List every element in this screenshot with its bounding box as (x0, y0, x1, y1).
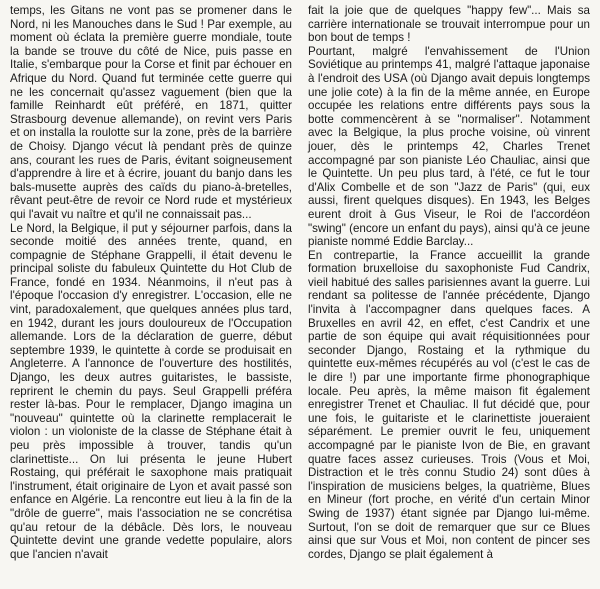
paragraph: Pourtant, malgré l'envahissement de l'Union Soviétique au printemps 41, malgré l'attaque japonaise à l'endroit des USA (où Django avait depuis longtemps une jolie cote) à la fin de la même année, en Europe occupée les relations entre différents pays sous la botte commencèrent à se "normaliser". Notamment avec la Belgique, la plus proche voisine, où vinrent jouer, dès le printemps 42, Charles Trenet accompagné par son pianiste Léo Chauliac, ainsi que le Quintette. Un peu plus tard, à l'été, ce fut le tour d'Alix Combelle et de son "Jazz de Paris" (qui, eux aussi, firent quelques disques). En 1943, les Belges eurent droit à Gus Viseur, le Roi de l'accordéon "swing" (encore un enfant du pays), ainsi qu'à ce jeune pianiste nommé Eddie Barclay... (308, 44, 590, 249)
paragraph: temps, les Gitans ne vont pas se promener dans le Nord, ni les Manouches dans le Sud ! Par exemple, au moment où éclata la première guerre mondiale, toute la bande se trouve du côté de Nice, puis passe en Italie, s'embarque pour la Corse et finit par échouer en Afrique du Nord. Quand fut terminée cette guerre qui ne les concernait qu'assez vaguement (bien que la famille Reinhardt eût préféré, en 1871, quitter Strasbourg devenue allemande), on revint vers Paris et on installa la roulotte sur la zone, près de la barrière de Choisy. Django vécut là pendant près de quinze ans, courant les rues de Paris, évitant soigneusement d'apprendre à lire et à écrire, jouant du banjo dans les bals-musette auprès des caïds du piano-à-bretelles, rêvant peut-être de revoir ce Nord rude et mystérieux qui l'avait vu naître et qu'il ne connaissait pas... (10, 4, 292, 221)
left-text-column (10, 4, 292, 561)
paragraph: Le Nord, la Belgique, il put y séjourner parfois, dans la seconde moitié des années trente, quand, en compagnie de Stéphane Grappelli, il était devenu le principal soliste du fabuleux Quintette du Hot Club de France, fondé en 1934. Néanmoins, il n'eut pas à l'époque l'occasion d'y enregistrer. L'occasion, elle ne vint, paradoxalement, que quelques années plus tard, en 1942, durant les jours douloureux de l'Occupation allemande. Lors de la déclaration de guerre, début septembre 1939, le quintette à corde se produisait en Angleterre. A l'annonce de l'ouverture des hostilités, Django, les deux autres guitaristes, le bassiste, reprirent le chemin du pays. Seul Grappelli préféra rester là-bas. Pour le remplacer, Django imagina un "nouveau" quintette où la clarinette remplacerait le violon : un violoniste de la classe de Stéphane était à peu près impossible à trouver, tandis qu'un clarinettiste... On lui présenta le jeune Hubert Rostaing, qui préférait le saxophone mais pratiquait l'instrument, était originaire de Lyon et avait passé son enfance en Algérie. La rencontre eut lieu à la fin de la "drôle de guerre", mais l'association ne se concrétisa qu'au retour de la débâcle. Dès lors, le nouveau Quintette devint une grande vedette populaire, alors que l'ancien n'avait (10, 221, 292, 561)
paragraph: fait la joie que de quelques "happy few"... Mais sa carrière internationale se trouvait interrompue pour un bon bout de temps ! (308, 4, 590, 45)
right-text-column (308, 4, 590, 561)
paragraph: En contrepartie, la France accueillit la grande formation bruxelloise du saxophoniste Fud Candrix, vieil habitué des salles parisiennes avant la guerre. Lui rendant sa politesse de l'année précédente, Django l'invita à l'accompagner dans quelques faces. A Bruxelles en avril 42, en effet, c'est Candrix et une partie de son équipe qui avait réquisitionnées pour seconder Django, Rostaing et la rythmique du quintette eux-mêmes récupérés au vol (c'est le cas de le dire !) par une importante firme phonographique locale. Peu après, la même maison fit également enregistrer Trenet et Chauliac. Il fut décidé que, pour une fois, le guitariste et le clarinettiste joueraient séparément. Le premier ouvrit le feu, uniquement accompagné par le pianiste Ivon de Bie, en gravant quatre faces assez curieuses. Trois (Vous et Moi, Distraction et le très connu Studio 24) sont dûes à l'inspiration de musiciens belges, la quatrième, Blues en Mineur (fort proche, en vérité d'un certain Minor Swing de 1937) étant signée par Django lui-même. Surtout, l'on se doit de remarquer que sur ce Blues ainsi que sur Vous et Moi, non content de pincer ses cordes, Django se plait également à (308, 248, 590, 561)
column-gutter (300, 0, 301, 589)
